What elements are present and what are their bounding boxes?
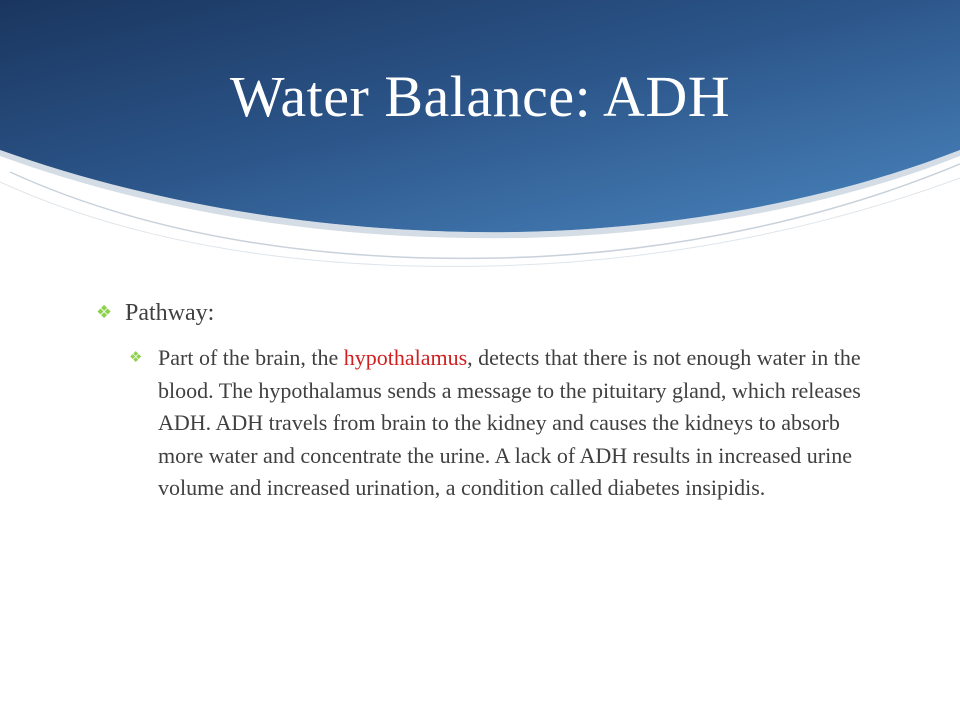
header-background [0, 0, 960, 270]
bullet-pathway [96, 296, 214, 330]
diamond-bullet-icon: ❖ [96, 302, 113, 323]
bullet-heading: Pathway: [125, 300, 215, 326]
highlighted-term: hypothalamus [343, 345, 468, 370]
text-before: Part of the brain, the [158, 345, 344, 370]
text-after: , detects that there is not enough water in the blood. The hypothalamus sends a message to the pituitary gland, which releases ADH. ADH travels from brain to the kidney and causes the kidneys to absorb more water and concentrate the urine. A lack of ADH results in increased urine volume and increased urination, a condition called diabetes insipidis. [158, 345, 861, 501]
diamond-bullet-icon: ❖ [129, 348, 143, 366]
sub-bullet-text [158, 342, 869, 505]
slide-title: Water Balance: ADH [229, 64, 731, 129]
sub-bullet-description [129, 342, 869, 505]
